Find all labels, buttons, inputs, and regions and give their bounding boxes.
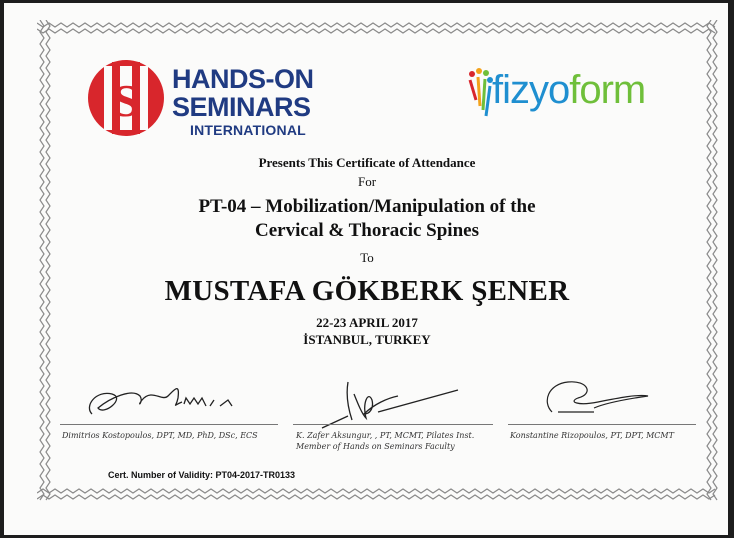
signature-label-1 xyxy=(62,430,282,441)
event-date: 22-23 APRIL 2017 xyxy=(316,315,418,330)
hs-line1: HANDS-ON xyxy=(172,64,314,94)
hs-line3: INTERNATIONAL xyxy=(190,122,306,138)
for-line: For xyxy=(357,174,377,189)
signature-label-3-text: Konstantine Rizopoulos, PT, DPT, MCMT xyxy=(510,431,674,440)
hs-line2: SEMINARS xyxy=(172,92,311,122)
fizyo-part1: fizyo xyxy=(492,68,570,112)
signature-3 xyxy=(538,372,678,424)
signature-label-2 xyxy=(296,430,506,452)
attendee-name: MUSTAFA GÖKBERK ŞENER xyxy=(164,275,570,307)
signature-1 xyxy=(82,376,272,426)
presents-line: Presents This Certificate of Attendance xyxy=(258,155,476,170)
event-place: İSTANBUL, TURKEY xyxy=(303,332,431,347)
signature-line-2 xyxy=(293,424,493,425)
signature-line-3 xyxy=(508,424,696,425)
hands-on-seminars-wordmark xyxy=(172,66,342,137)
course-title xyxy=(0,195,734,243)
course-title-line1: PT-04 – Mobilization/Manipulation of the xyxy=(198,196,536,217)
hands-on-seminars-logo xyxy=(86,58,166,138)
certificate-number: Cert. Number of Validity: PT04-2017-TR0133 xyxy=(108,470,296,480)
signature-label-2-text2: Member of Hands on Seminars Faculty xyxy=(296,442,455,451)
signature-label-1-text: Dimitrios Kostopoulos, DPT, MD, PhD, DSc, ECS xyxy=(62,431,258,440)
signature-line-1 xyxy=(60,424,278,425)
fizyoform-wordmark xyxy=(492,68,645,113)
to-line: To xyxy=(360,250,374,265)
signature-label-3 xyxy=(510,430,710,441)
course-title-line2: Cervical & Thoracic Spines xyxy=(255,220,479,241)
svg-text:S: S xyxy=(113,75,139,126)
signature-label-2-text: K. Zafer Aksungur, , PT, MCMT, Pilates Inst. xyxy=(296,431,475,440)
fizyo-part2: form xyxy=(569,68,646,112)
